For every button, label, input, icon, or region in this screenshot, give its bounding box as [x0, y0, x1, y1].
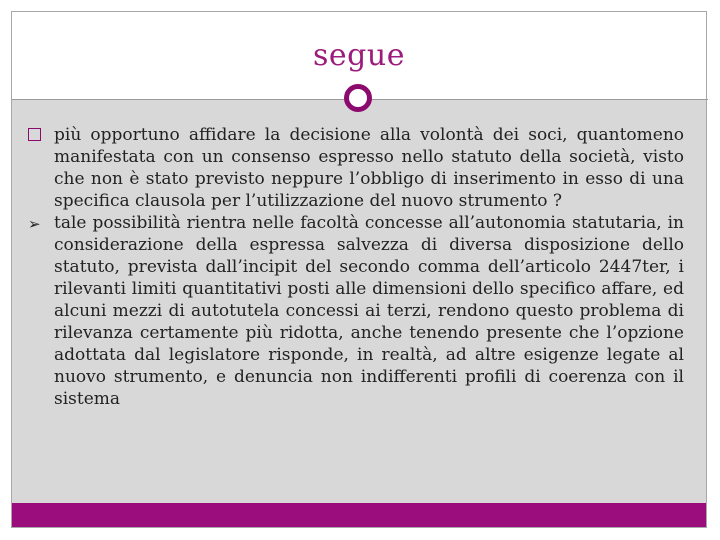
bullet-paragraph-1: [28, 124, 684, 212]
slide-body: [28, 124, 684, 410]
square-bullet-icon: [28, 128, 41, 141]
footer-bar: [12, 503, 706, 527]
slide: [11, 11, 707, 528]
bullet-paragraph-2: [28, 212, 684, 410]
title-divider-right: [388, 99, 708, 100]
circle-ornament-icon: [344, 84, 372, 112]
paragraph-text-1: più opportuno affidare la decisione alla volontà dei soci, quantomeno manifestata con un consenso espresso nello statuto della società, visto che non è stato previsto neppure l’obbligo di inserimento in esso di una specifica clausola per l’utilizzazione del nuovo strumento ?: [54, 125, 684, 211]
title-divider-left: [12, 99, 332, 100]
paragraph-text-2: tale possibilità rientra nelle facoltà concesse all’autonomia statutaria, in considerazione della espressa salvezza di diversa disposizione dello statuto, prevista dall’incipit del secondo comma dell’articolo 2447ter, i rilevanti limiti quantitativi posti alle dimensioni dello specifico affare, ed alcuni mezzi di autotutela concessi ai terzi, rendono questo problema di rilevanza certamente più ridotta, anche tenendo presente che l’opzione adottata dal legislatore risponde, in realtà, ad altre esigenze legate al nuovo strumento, e denuncia non indifferenti profili di coerenza con il sistema: [54, 213, 684, 409]
arrow-bullet-icon: ➢: [28, 215, 41, 233]
slide-title: segue: [313, 38, 405, 73]
